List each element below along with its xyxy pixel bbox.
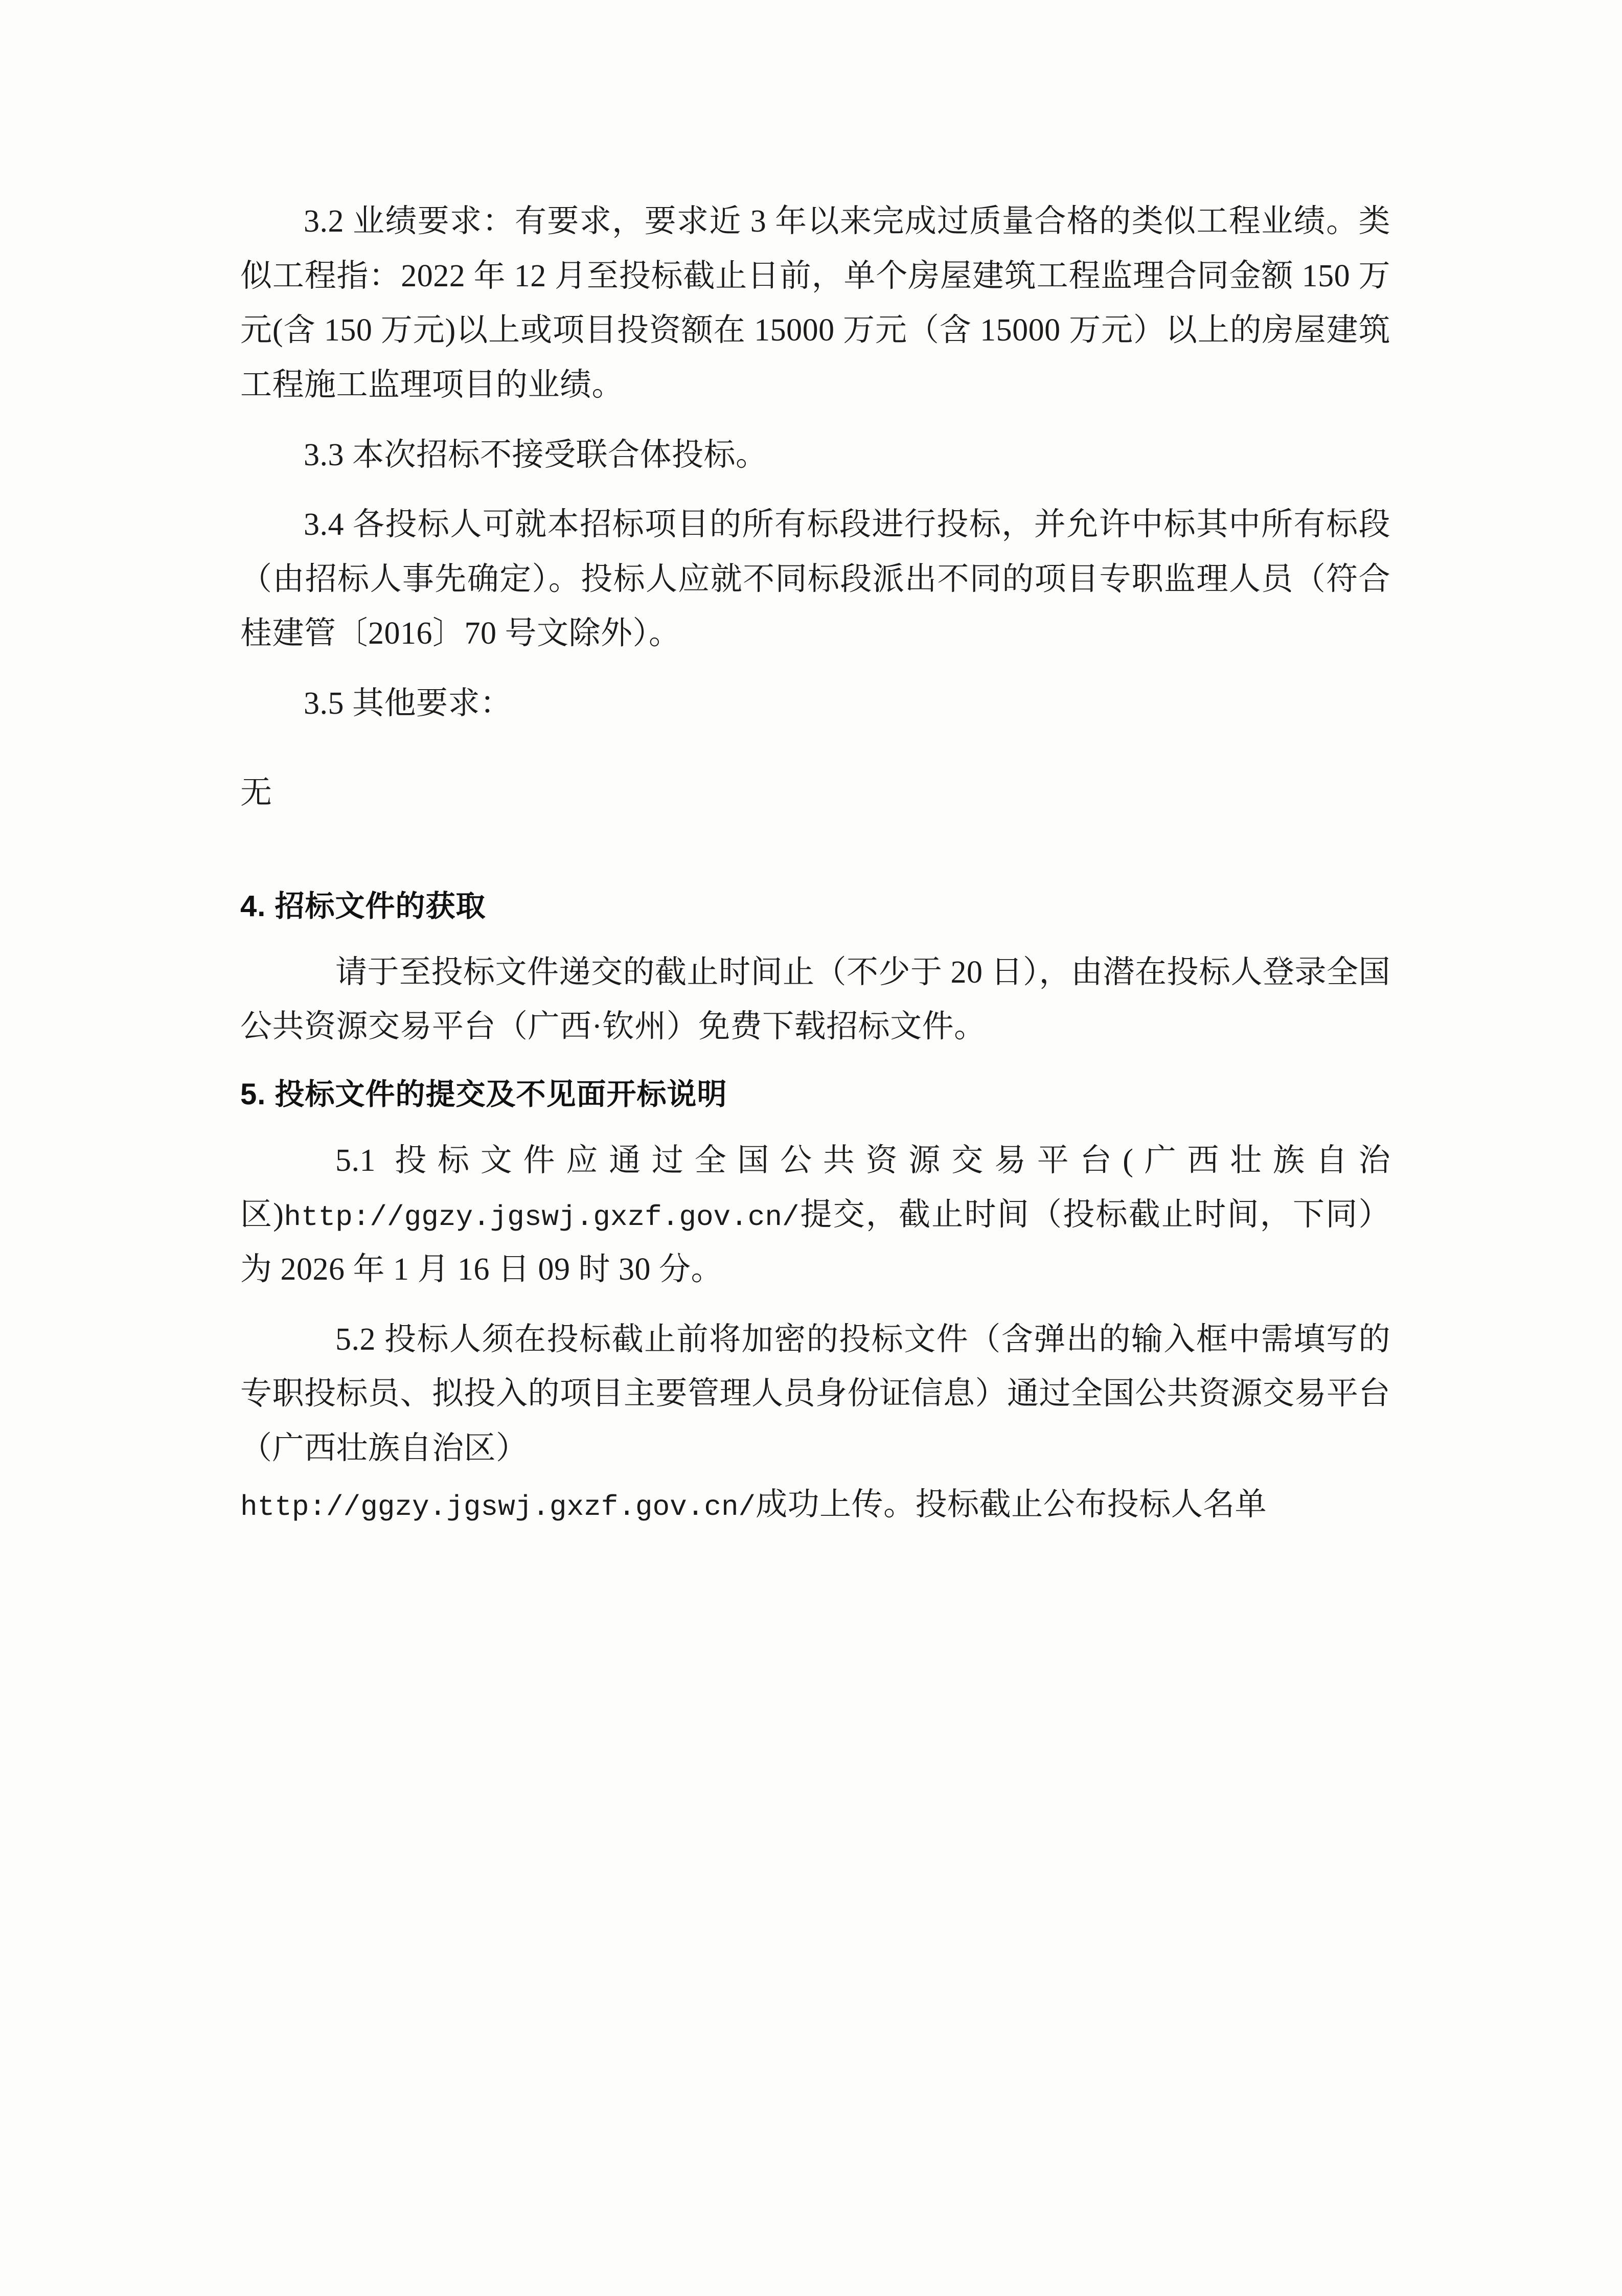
paragraph-5-1: [240, 1133, 1390, 1297]
paragraph-4-body: 请于至投标文件递交的截止时间止（不少于 20 日），由潜在投标人登录全国公共资源交易平台（广西·钦州）免费下载招标文件。: [240, 954, 1391, 1044]
platform-url-1: http://ggzy.jgswj.gxzf.gov.cn/: [284, 1201, 799, 1234]
heading-section-5: 5. 投标文件的提交及不见面开标说明: [240, 1078, 727, 1111]
spacer: [240, 820, 1390, 881]
heading-section-4: 4. 招标文件的获取: [240, 890, 486, 923]
spacer: [240, 415, 1390, 428]
spacer: [240, 663, 1390, 676]
paragraph-5-2-continuation: [240, 1477, 1390, 1532]
paragraph-3-5-answer: 无: [240, 775, 272, 810]
document-body: [240, 194, 1390, 1534]
paragraph-5-2-text-before: 5.2 投标人须在投标截止前将加密的投标文件（含弹出的输入框中需填写的专职投标员、拟投入的项目主要管理人员身份证信息）通过全国公共资源交易平台（广西壮族自治区）: [240, 1322, 1391, 1466]
paragraph-5-1-text-after: 提交，截止时间（投标截止时间，下同）为 2026 年 1 月 16 日 09 时 30 分。: [240, 1197, 1390, 1287]
paragraph-3-3: 3.3 本次招标不接受联合体投标。: [304, 437, 768, 472]
spacer: [240, 932, 1390, 945]
spacer: [240, 1299, 1390, 1312]
spacer: [240, 1120, 1390, 1133]
spacer: [240, 1056, 1390, 1070]
paragraph-3-4: 3.4 各投标人可就本招标项目的所有标段进行投标，并允许中标其中所有标段（由招标人事先确定）。投标人应就不同标段派出不同的项目专职监理人员（符合桂建管〔2016〕70 号文除外）。: [240, 507, 1390, 651]
paragraph-3-5: 3.5 其他要求：: [304, 686, 512, 721]
paragraph-5-1-text-before: 5.1 投标文件应通过全国公共资源交易平台(广西壮族自治区): [240, 1143, 1390, 1233]
spacer: [240, 484, 1390, 497]
paragraph-5-2: [240, 1312, 1390, 1476]
paragraph-3-2: 3.2 业绩要求：有要求，要求近 3 年以来完成过质量合格的类似工程业绩。类似工程指：2022 年 12 月至投标截止日前，单个房屋建筑工程监理合同金额 150 万元(含 150 万元)以上或项目投资额在 15000 万元（含 15000 万元）以上的房屋建筑工程施工监理项目的业绩。: [240, 204, 1390, 402]
platform-url-2: http://ggzy.jgswj.gxzf.gov.cn/: [240, 1491, 756, 1524]
paragraph-5-2-text-after: 成功上传。投标截止公布投标人名单: [756, 1487, 1267, 1522]
spacer: [240, 733, 1390, 766]
